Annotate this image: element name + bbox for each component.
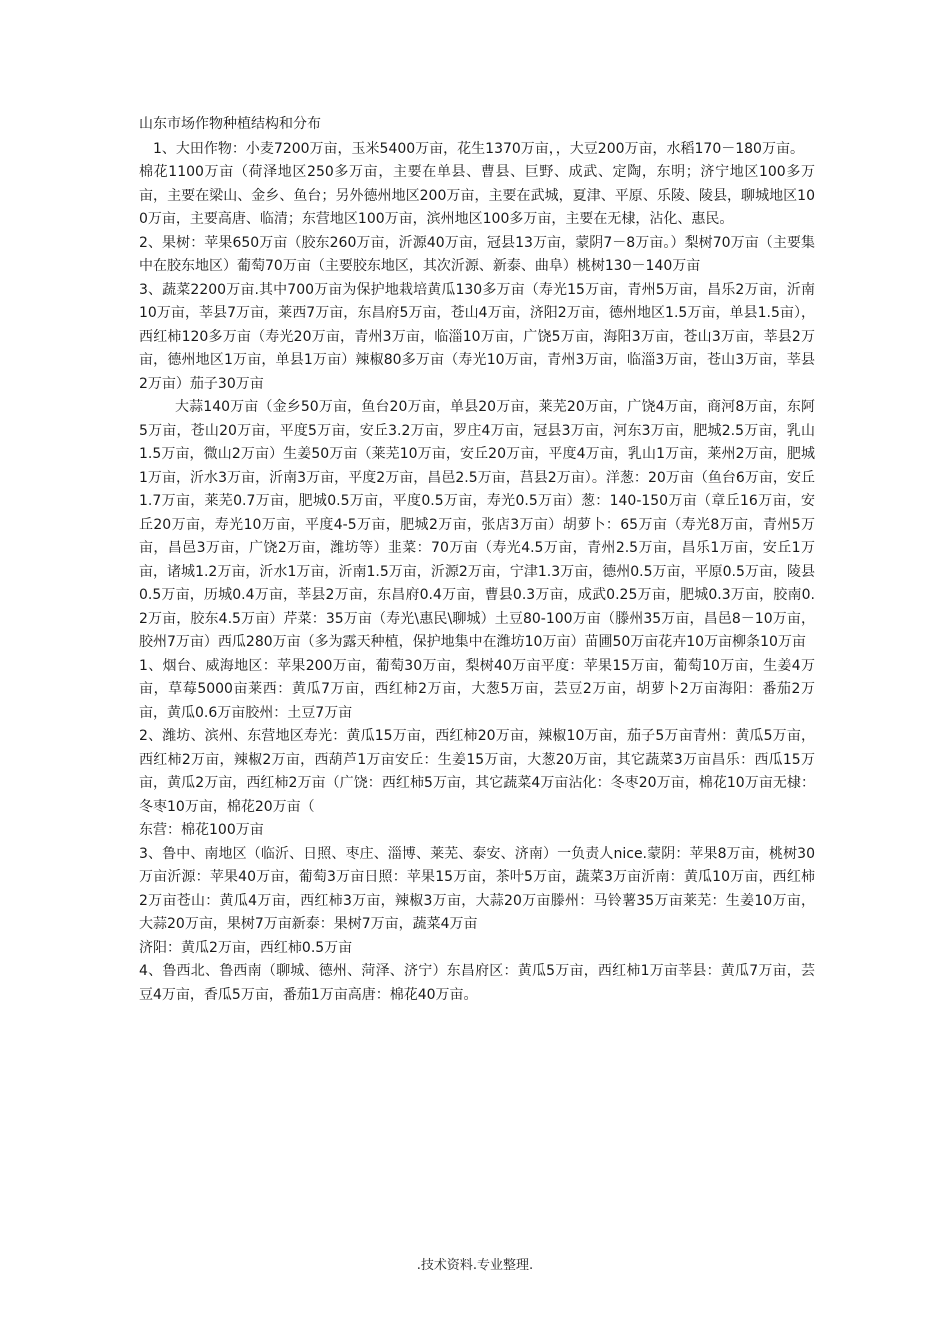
page-footer: .技术资料.专业整理. (416, 1258, 534, 1273)
paragraph-fruit-trees: 2、果树：苹果650万亩（胶东260万亩，沂源40万亩，冠县13万亩，蒙阴7－8万亩。）梨树70万亩（主要集中在胶东地区）葡萄70万亩（主要胶东地区，其次沂源、新泰、曲阜）桃树130－140万亩 (139, 234, 815, 274)
paragraph-jiyang: 济阳：黄瓜2万亩，西红柿0.5万亩 (139, 939, 353, 956)
paragraph-cotton: 棉花1100万亩（荷泽地区250多万亩，主要在单县、曹县、巨野、成武、定陶，东明；济宁地区100多万亩，主要在梁山、金乡、鱼台；另外德州地区200万亩，主要在武城，夏津、平原、乐陵、陵县，聊城地区100万亩，主要高唐、临清；东营地区100万亩，滨州地区100多万亩，主要在无棣，沾化、惠民。 (139, 164, 815, 227)
paragraph-field-crops: 1、大田作物：小麦7200万亩，玉米5400万亩，花生1370万亩，，大豆200万亩，水稻170－180万亩。 (153, 140, 804, 157)
paragraph-region-weifang: 2、潍坊、滨州、东营地区寿光：黄瓜15万亩，西红柿20万亩，辣椒10万亩，茄子5万亩青州：黄瓜5万亩，西红柿2万亩，辣椒2万亩，西葫芦1万亩安丘：生姜15万亩，大葱20万亩，其它蔬菜3万亩昌乐：西瓜15万亩，黄瓜2万亩，西红柿2万亩（广饶：西红柿5万亩，其它蔬菜4万亩沾化：冬枣20万亩，棉花10万亩无棣：冬枣10万亩，棉花20万亩（ (139, 728, 815, 815)
paragraph-region-yantai: 1、烟台、威海地区：苹果200万亩，葡萄30万亩，梨树40万亩平度：苹果15万亩，葡萄10万亩，生姜4万亩，草莓5000亩莱西：黄瓜7万亩，西红柿2万亩，大葱5万亩，芸豆2万亩，胡萝卜2万亩海阳：番茄2万亩，黄瓜0.6万亩胶州：土豆7万亩 (139, 657, 815, 721)
paragraph-region-central-south: 3、鲁中、南地区（临沂、日照、枣庄、淄博、莱芜、泰安、济南）一负责人nice.蒙阴：苹果8万亩，桃树30万亩沂源：苹果40万亩，葡萄3万亩日照：苹果15万亩，茶叶5万亩，蔬菜3万亩沂南：黄瓜10万亩，西红柿2万亩苍山：黄瓜4万亩，西红柿3万亩，辣椒3万亩，大蒜20万亩滕州：马铃薯35万亩莱芜：生姜10万亩，大蒜20万亩，果树7万亩新泰：果树7万亩，蔬菜4万亩 (139, 845, 815, 932)
paragraph-dongying: 东营：棉花100万亩 (139, 822, 264, 838)
paragraph-region-northwest-southwest: 4、鲁西北、鲁西南（聊城、德州、菏泽、济宁）东昌府区：黄瓜5万亩，西红柿1万亩莘县：黄瓜7万亩，芸豆4万亩，香瓜5万亩，番茄1万亩高唐：棉花40万亩。 (139, 963, 815, 1003)
document-body (139, 113, 815, 1007)
document-title: 山东市场作物种植结构和分布 (139, 116, 321, 132)
paragraph-vegetables: 3、蔬菜2200万亩.其中700万亩为保护地栽培黄瓜130多万亩（寿光15万亩，青州5万亩，昌乐2万亩，沂南10万亩，莘县7万亩，莱西7万亩，东昌府5万亩，苍山4万亩，济阳2万亩，德州地区1.5万亩，单县1.5亩），西红柿120多万亩（寿光20万亩，青州3万亩，临淄10万亩，广饶5万亩，海阳3万亩，苍山3万亩，莘县2万亩，德州地区1万亩，单县1万亩）辣椒80多万亩（寿光10万亩，青州3万亩，临淄3万亩，苍山3万亩，莘县2万亩）茄子30万亩 (139, 281, 815, 392)
paragraph-garlic-ginger: 大蒜140万亩（金乡50万亩，鱼台20万亩，单县20万亩，莱芜20万亩，广饶4万亩，商河8万亩，东阿5万亩，苍山20万亩，平度5万亩，安丘3.2万亩，罗庄4万亩，冠县3万亩，河东3万亩，肥城2.5万亩，乳山1.5万亩，微山2万亩）生姜50万亩（莱芜10万亩，安丘20万亩，平度4万亩，乳山1万亩，莱州2万亩，肥城1万亩，沂水3万亩，沂南3万亩，平度2万亩，昌邑2.5万亩，莒县2万亩）。洋葱：20万亩（鱼台6万亩，安丘1.7万亩，莱芜0.7万亩，肥城0.5万亩，平度0.5万亩，寿光0.5万亩）葱：140-150万亩（章丘16万亩，安丘20万亩，寿光10万亩，平度4-5万亩，肥城2万亩，张店3万亩）胡萝卜：65万亩（寿光8万亩，青州5万亩，昌邑3万亩，广饶2万亩，潍坊等）韭菜：70万亩（寿光4.5万亩，青州2.5万亩，昌乐1万亩，安丘1万亩，诸城1.2万亩，沂水1万亩，沂南1.5万亩，沂源2万亩，宁津1.3万亩，德州0.5万亩，平原0.5万亩，陵县0.5万亩，历城0.4万亩，莘县2万亩，东昌府0.4万亩，曹县0.3万亩，成武0.25万亩，肥城0.3万亩，胶南0.2万亩，胶东4.5万亩）芹菜：35万亩（寿光\惠民\聊城）土豆80-100万亩（滕州35万亩，昌邑8－10万亩，胶州7万亩）西瓜280万亩（多为露天种植，保护地集中在潍坊10万亩）苗圃50万亩花卉10万亩柳条10万亩 (139, 399, 815, 650)
